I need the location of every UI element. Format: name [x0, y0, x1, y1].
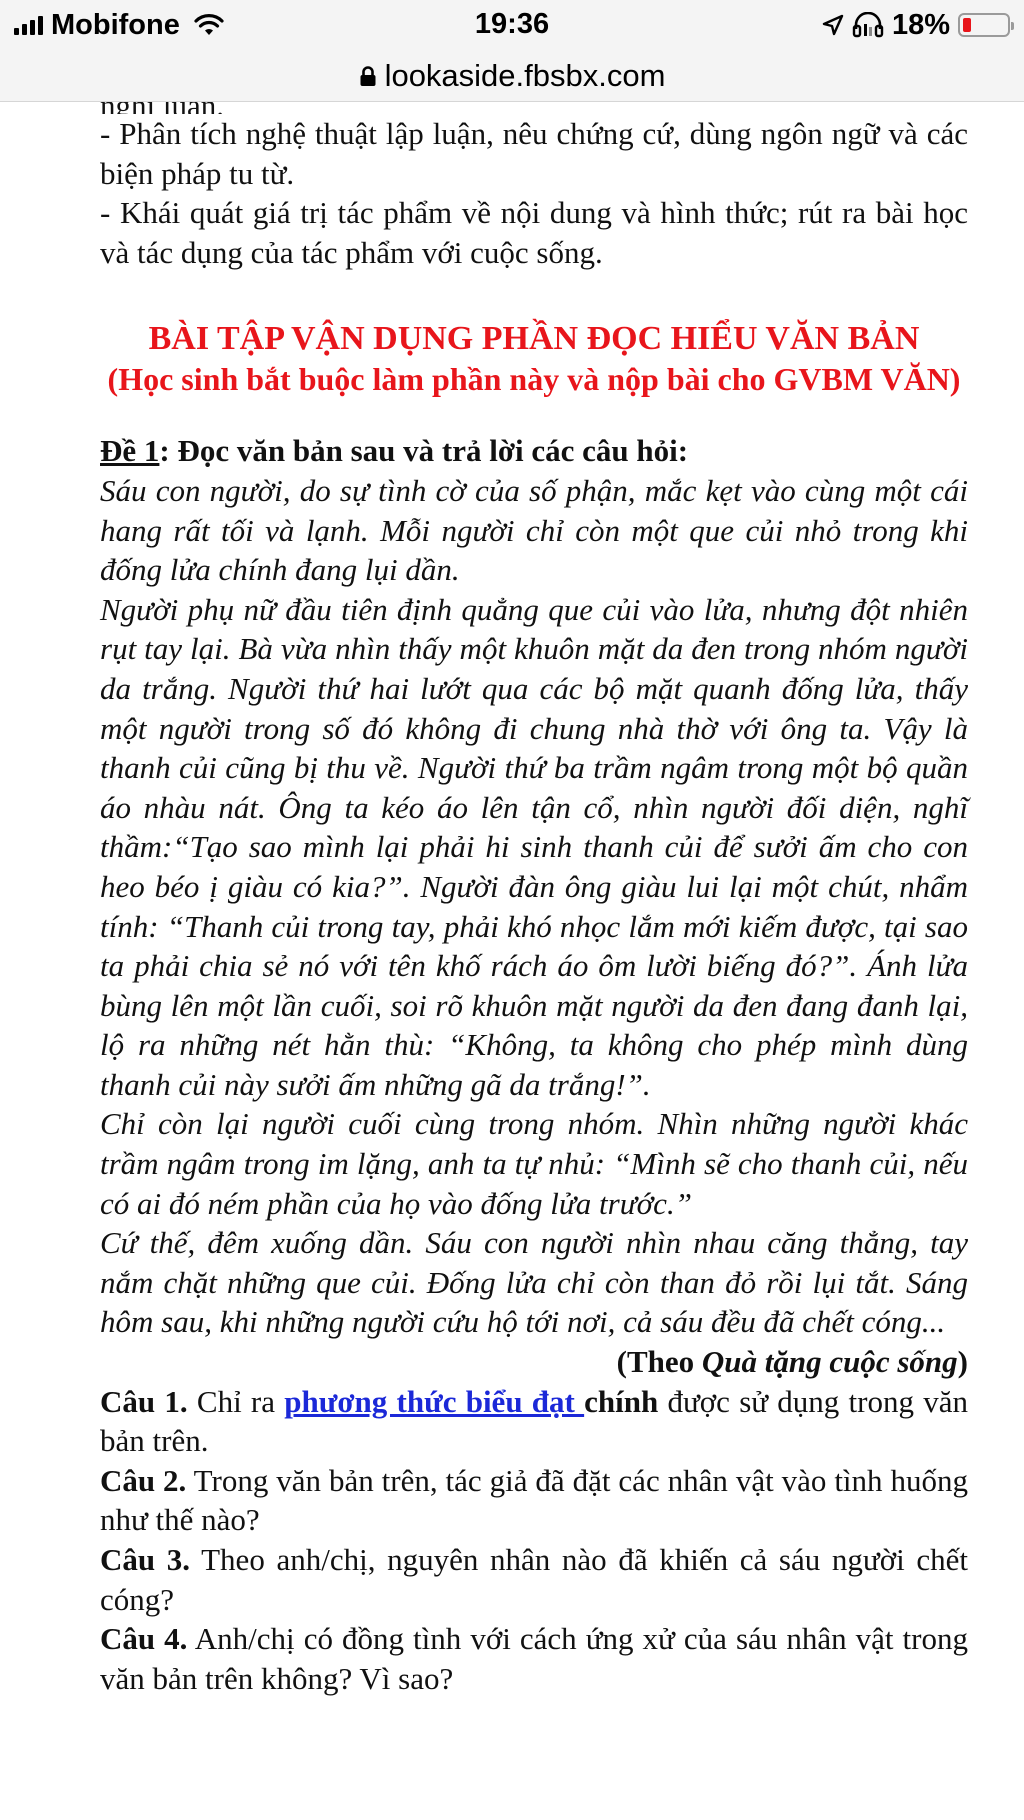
question-label: Câu 1. — [100, 1383, 188, 1419]
headphones-icon — [852, 12, 884, 38]
battery-icon — [958, 13, 1010, 37]
question-label: Câu 3. — [100, 1542, 191, 1577]
story-source — [100, 1342, 968, 1382]
source-title: Quà tặng cuộc sống — [701, 1344, 958, 1380]
status-right — [822, 8, 1010, 42]
document-page[interactable] — [100, 90, 968, 1698]
question-text: Anh/chị có đồng tình với cách ứng xử của sáu nhân vật trong văn bản trên không? Vì sao? — [100, 1621, 968, 1696]
battery-percentage: 18% — [891, 8, 950, 41]
source-close: ) — [957, 1344, 968, 1380]
intro-item: - Khái quát giá trị tác phẩm về nội dung và hình thức; rút ra bài học và tác dụng của tác phẩm với cuộc sống. — [100, 195, 968, 270]
carrier-name: Mobifone — [51, 8, 180, 41]
question-text: Trong văn bản trên, tác giả đã đặt các nhân vật vào tình huống như thế nào? — [100, 1462, 968, 1538]
section-subtitle: (Học sinh bắt buộc làm phần này và nộp bài cho GVBM VĂN) — [107, 361, 961, 398]
question-text: Chỉ ra — [187, 1383, 285, 1419]
exercise-instruction: : Đọc văn bản sau và trả lời các câu hỏi: — [159, 433, 689, 469]
clock: 19:36 — [474, 8, 550, 40]
story-paragraph: Sáu con người, do sự tình cờ của số phận, mắc kẹt vào cùng một cái hang rất tối và lạnh. Mỗi người chỉ còn một que củi nhỏ trong khi đống lửa chính đang lụi dần. — [100, 472, 968, 588]
question-4 — [100, 1619, 968, 1698]
story-paragraph: Cứ thế, đêm xuống dần. Sáu con người nhìn nhau căng thẳng, tay nắm chặt những que củi. Đống lửa chỉ còn than đỏ rồi lụi tắt. Sáng hôm sau, khi những người cứu hộ tới nơi, cả sáu đều đã chết cóng... — [100, 1225, 968, 1340]
question-text: Theo anh/chị, nguyên nhân nào đã khiến cả sáu người chết cóng? — [100, 1542, 968, 1617]
page-url[interactable]: lookaside.fbsbx.com — [384, 57, 666, 93]
question-link[interactable]: phương thức biểu đạt — [284, 1383, 585, 1419]
source-open: (Theo — [616, 1344, 702, 1380]
intro-item: - Phân tích nghệ thuật lập luận, nêu chứng cứ, dùng ngôn ngữ và các biện pháp tu từ. — [100, 116, 968, 191]
question-text: được sử dụng trong văn bản trên. — [100, 1383, 969, 1459]
lock-icon — [359, 65, 377, 87]
question-label: Câu 4. — [100, 1621, 188, 1657]
location-arrow-icon — [822, 14, 844, 36]
section-title: BÀI TẬP VẬN DỤNG PHẦN ĐỌC HIỂU VĂN BẢN — [148, 320, 920, 358]
story-paragraph: Chỉ còn lại người cuối cùng trong nhóm. Nhìn những người khác trầm ngâm trong im lặng, anh ta tự nhủ: “Mình sẽ cho thanh củi, nếu có ai đó ném phần của họ vào đống lửa trước.” — [100, 1106, 968, 1221]
story-paragraph: Người phụ nữ đầu tiên định quẳng que củi vào lửa, nhưng đột nhiên rụt tay lại. Bà vừa nhìn thấy một khuôn mặt da đen trong nhóm người da trắng. Người thứ hai lướt qua các bộ mặt quanh đống lửa, thấy một người trong số đó không đi chung nhà thờ với ông ta. Vậy là thanh củi cũng bị thu về. Người thứ ba trầm ngâm trong một bộ quần áo nhàu nát. Ông ta kéo áo lên tận cổ, nhìn người đối diện, nghĩ thầm:“Tạo sao mình lại phải hi sinh thanh củi để sưởi ấm cho con heo béo ị giàu có kia?”. Người đàn ông giàu lui lại một chút, nhẩm tính: “Thanh củi trong tay, phải khó nhọc lắm mới kiếm được, tại sao ta phải chia sẻ nó với tên khố rách áo ôm lười biếng đó?”. Ánh lửa bùng lên một lần cuối, soi rõ khuôn mặt người da đen đang đanh lại, lộ ra những nét hằn thù: “Không, ta không cho phép mình dùng thanh củi này sưởi ấm những gã da trắng!”. — [100, 591, 968, 1102]
question-1 — [100, 1382, 968, 1461]
question-label: Câu 2. — [100, 1462, 187, 1498]
question-2 — [100, 1461, 968, 1540]
status-bar — [0, 0, 1024, 50]
question-3 — [100, 1540, 968, 1619]
story-text — [100, 471, 968, 1342]
exercise-heading — [100, 431, 968, 471]
address-bar[interactable] — [0, 50, 1024, 102]
question-emphasis: chính — [584, 1383, 659, 1419]
exercise-label: Đề 1 — [100, 433, 160, 469]
